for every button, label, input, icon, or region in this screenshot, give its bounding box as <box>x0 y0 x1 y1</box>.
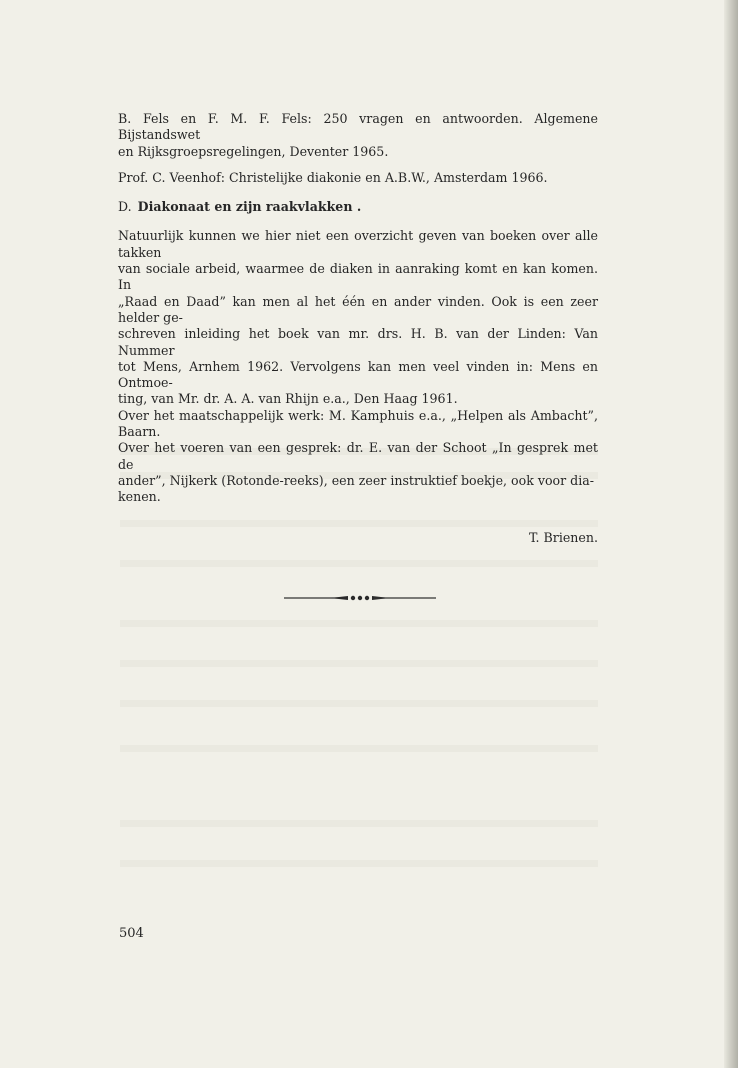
bleed-through <box>120 820 598 827</box>
section-heading <box>118 199 598 215</box>
body-line: van sociale arbeid, waarmee de diaken in aanraking komt en kan komen. In <box>118 261 598 293</box>
body-line: „Raad en Daad” kan men al het één en ander vinden. Ook is een zeer helder ge- <box>118 293 598 325</box>
bleed-through <box>120 660 598 667</box>
reference-entry <box>118 170 598 186</box>
reference-line: B. Fels en F. M. F. Fels: 250 vragen en antwoorden. Algemene Bijstandswet <box>118 111 598 143</box>
body-line: Over het voeren van een gesprek: dr. E. van der Schoot „In gesprek met de <box>118 440 598 472</box>
page-text <box>118 111 598 546</box>
body-line: tot Mens, Arnhem 1962. Vervolgens kan men veel vinden in: Mens en Ontmoe- <box>118 358 598 391</box>
bleed-through <box>120 700 598 707</box>
body-line: kenen. <box>118 489 161 505</box>
bleed-through <box>120 860 598 867</box>
section-title: Diakonaat en zijn raakvlakken . <box>137 199 362 215</box>
reference-line: en Rijksgroepsregelingen, Deventer 1965. <box>118 143 389 159</box>
page-number: 504 <box>119 926 144 941</box>
section-divider-ornament-icon <box>282 593 438 603</box>
reference-entry <box>118 111 598 160</box>
author-signature: T. Brienen. <box>529 529 598 545</box>
bleed-through <box>120 745 598 752</box>
body-paragraph <box>118 228 598 505</box>
section-letter: D. <box>118 199 132 215</box>
page-edge-shadow <box>724 0 738 1068</box>
body-line: Over het maatschappelijk werk: M. Kamphuis e.a., „Helpen als Ambacht”, Baarn. <box>118 407 598 440</box>
body-line: schreven inleiding het boek van mr. drs. H. B. van der Linden: Van Nummer <box>118 326 598 358</box>
bleed-through <box>120 560 598 567</box>
body-line: ting, van Mr. dr. A. A. van Rhijn e.a., Den Haag 1961. <box>118 391 458 407</box>
body-line: Natuurlijk kunnen we hier niet een overzicht geven van boeken over alle takken <box>118 228 598 260</box>
reference-line: Prof. C. Veenhof: Christelijke diakonie en A.B.W., Amsterdam 1966. <box>118 169 548 185</box>
bleed-through <box>120 620 598 627</box>
body-line: ander”, Nijkerk (Rotonde-reeks), een zeer instruktief boekje, ook voor dia- <box>118 472 594 488</box>
